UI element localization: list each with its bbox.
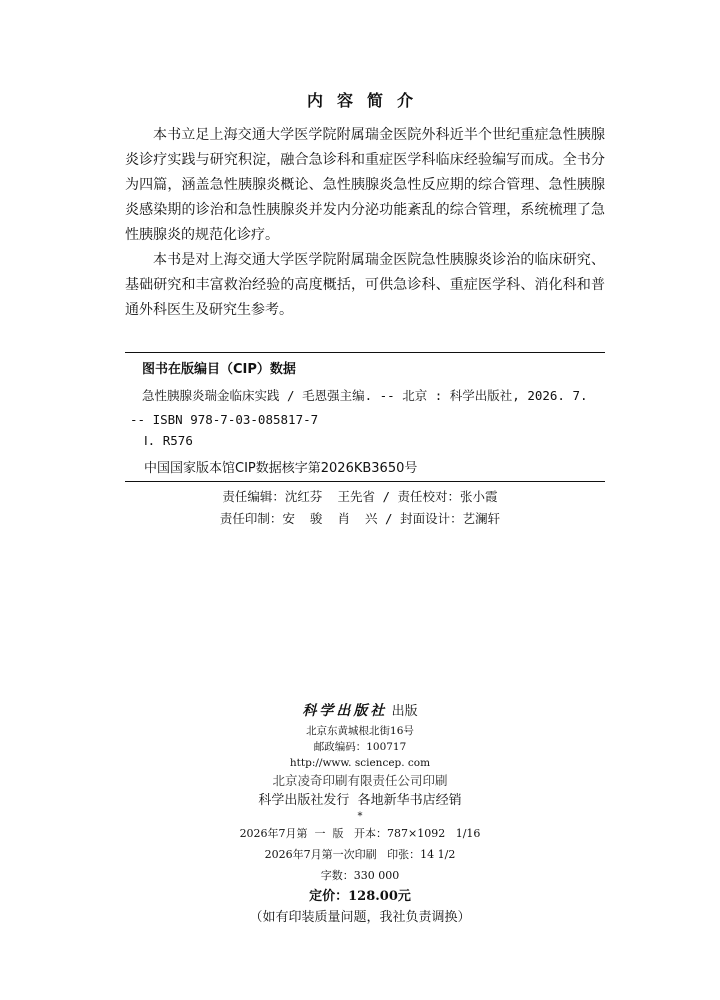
publisher-line [0,700,720,723]
distribution-line: 科学出版社发行 各地新华书店经销 [258,793,462,808]
printer-line: 北京凌奇印刷有限责任公司印刷 [272,773,448,788]
publisher-suffix: 出版 [391,704,418,719]
publisher-name: 科学出版社 [302,703,388,719]
publisher-address: 北京东黄城根北街16号 [306,725,414,737]
summary-paragraph-1: 本书立足上海交通大学医学院附属瑞金医院外科近半个世纪重症急性胰腺炎诊疗实践与研究积淀，融合急诊科和重症医学科临床经验编写而成。全书分为四篇，涵盖急性胰腺炎概论、急性胰腺炎急性反应期的综合管理、急性胰腺炎感染期的诊治和急性胰腺炎并发内分泌功能紊乱的综合管理，系统梳理了急性胰腺炎的规范化诊疗。 [125,127,605,243]
edition-line: 2026年7月第 一 版 开本：787×1092 1/16 [239,827,481,840]
word-count: 字数：330 000 [320,869,400,882]
cip-entry: 急性胰腺炎瑞金临床实践 / 毛恩强主编. -- 北京 : 科学出版社, 2026. 7. -- ISBN 978-7-03-085817-7 [130,388,588,427]
summary-paragraph-2: 本书是对上海交通大学医学院附属瑞金医院急性胰腺炎诊治的临床研究、基础研究和丰富救治经验的高度概括，可供急诊科、重症医学科、消化科和普通外科医生及研究生参考。 [125,252,605,318]
imprint-block [0,700,720,929]
cip-data-block [125,352,605,482]
price: 定价：128.00元 [309,889,411,904]
summary-heading: 内容简介 [306,91,427,110]
postcode: 邮政编码：100717 [313,741,407,753]
credits-line-1: 责任编辑：沈红芬 王先省 / 责任校对：张小霞 [222,489,498,504]
quality-note: （如有印装质量问题，我社负责调换） [249,910,471,925]
cip-number: 中国国家版本馆CIP数据核字第2026KB3650号 [144,461,418,476]
cip-heading: 图书在版编目（CIP）数据 [142,362,296,377]
summary-section [125,123,605,323]
separator-star: * [357,811,363,822]
editorial-credits [0,486,720,530]
cip-classification: Ⅰ. R576 [144,433,193,448]
publisher-website: http://www. sciencep. com [289,757,431,769]
credits-line-2: 责任印制：安 骏 肖 兴 / 封面设计：艺澜轩 [219,511,501,526]
printing-line: 2026年7月第一次印刷 印张：14 1/2 [264,848,456,861]
